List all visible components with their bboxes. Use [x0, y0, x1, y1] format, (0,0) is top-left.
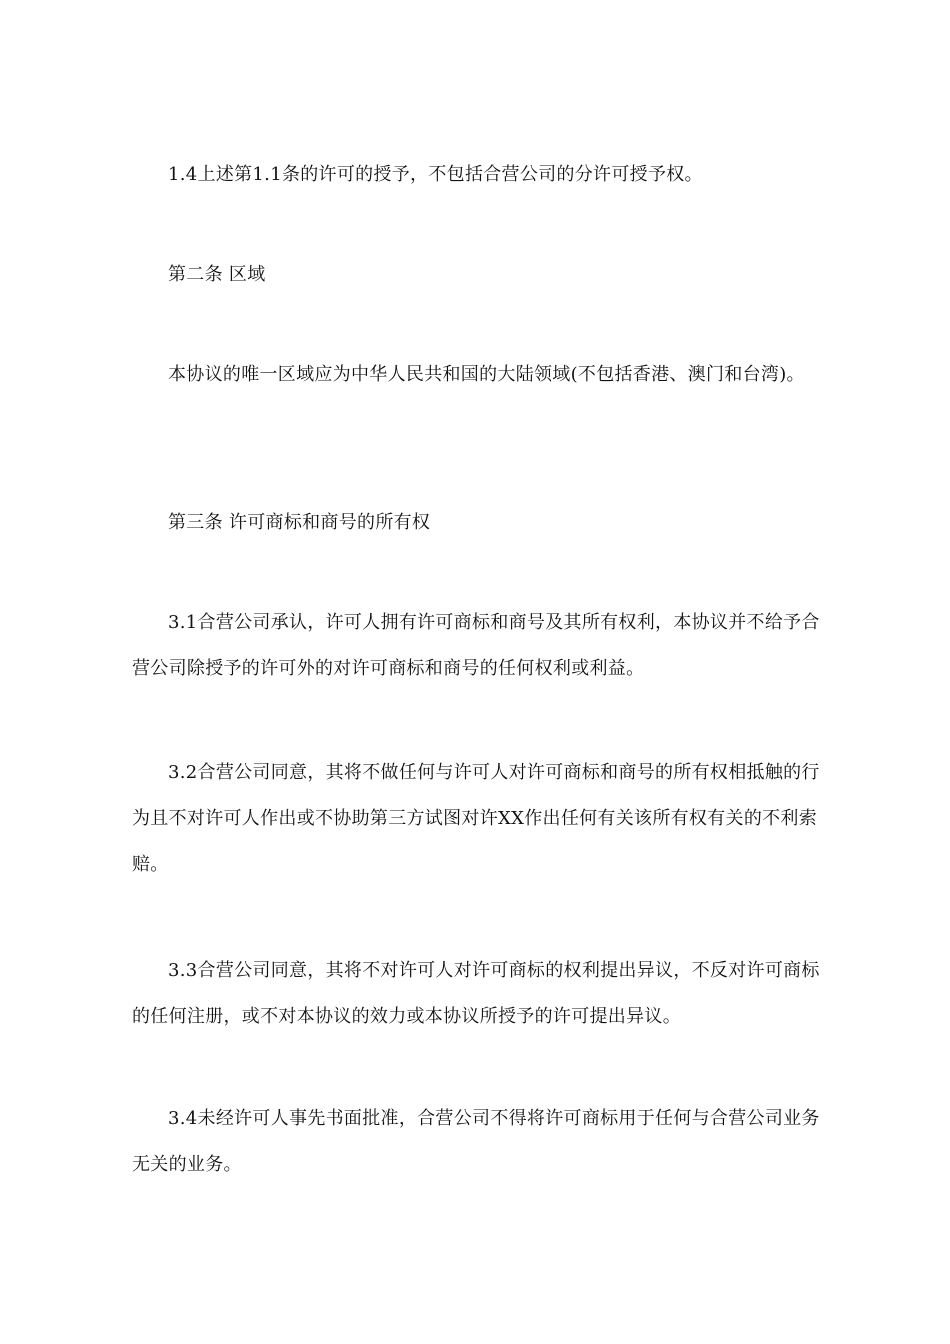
article-3-heading: 第三条 许可商标和商号的所有权: [168, 512, 431, 533]
clause-1-4: 1.4上述第1.1条的许可的授予，不包括合营公司的分许可授予权。: [168, 164, 703, 185]
article-2-body: 本协议的唯一区域应为中华人民共和国的大陆领域(不包括香港、澳门和台湾)。: [168, 364, 805, 385]
article-2-heading: 第二条 区域: [168, 264, 266, 285]
clause-3-2: 3.2合营公司同意，其将不做任何与许可人对许可商标和商号的所有权相抵触的行为且不对许可人作出或不协助第三方试图对许XX作出任何有关该所有权有关的不利索赔。: [132, 762, 820, 875]
clause-3-3: 3.3合营公司同意，其将不对许可人对许可商标的权利提出异议，不反对许可商标的任何注册，或不对本协议的效力或本协议所授予的许可提出异议。: [132, 960, 820, 1027]
clause-3-4: 3.4未经许可人事先书面批准，合营公司不得将许可商标用于任何与合营公司业务无关的业务。: [132, 1108, 820, 1175]
clause-3-1: 3.1合营公司承认，许可人拥有许可商标和商号及其所有权利，本协议并不给予合营公司除授予的许可外的对许可商标和商号的任何权利或利益。: [132, 612, 820, 679]
